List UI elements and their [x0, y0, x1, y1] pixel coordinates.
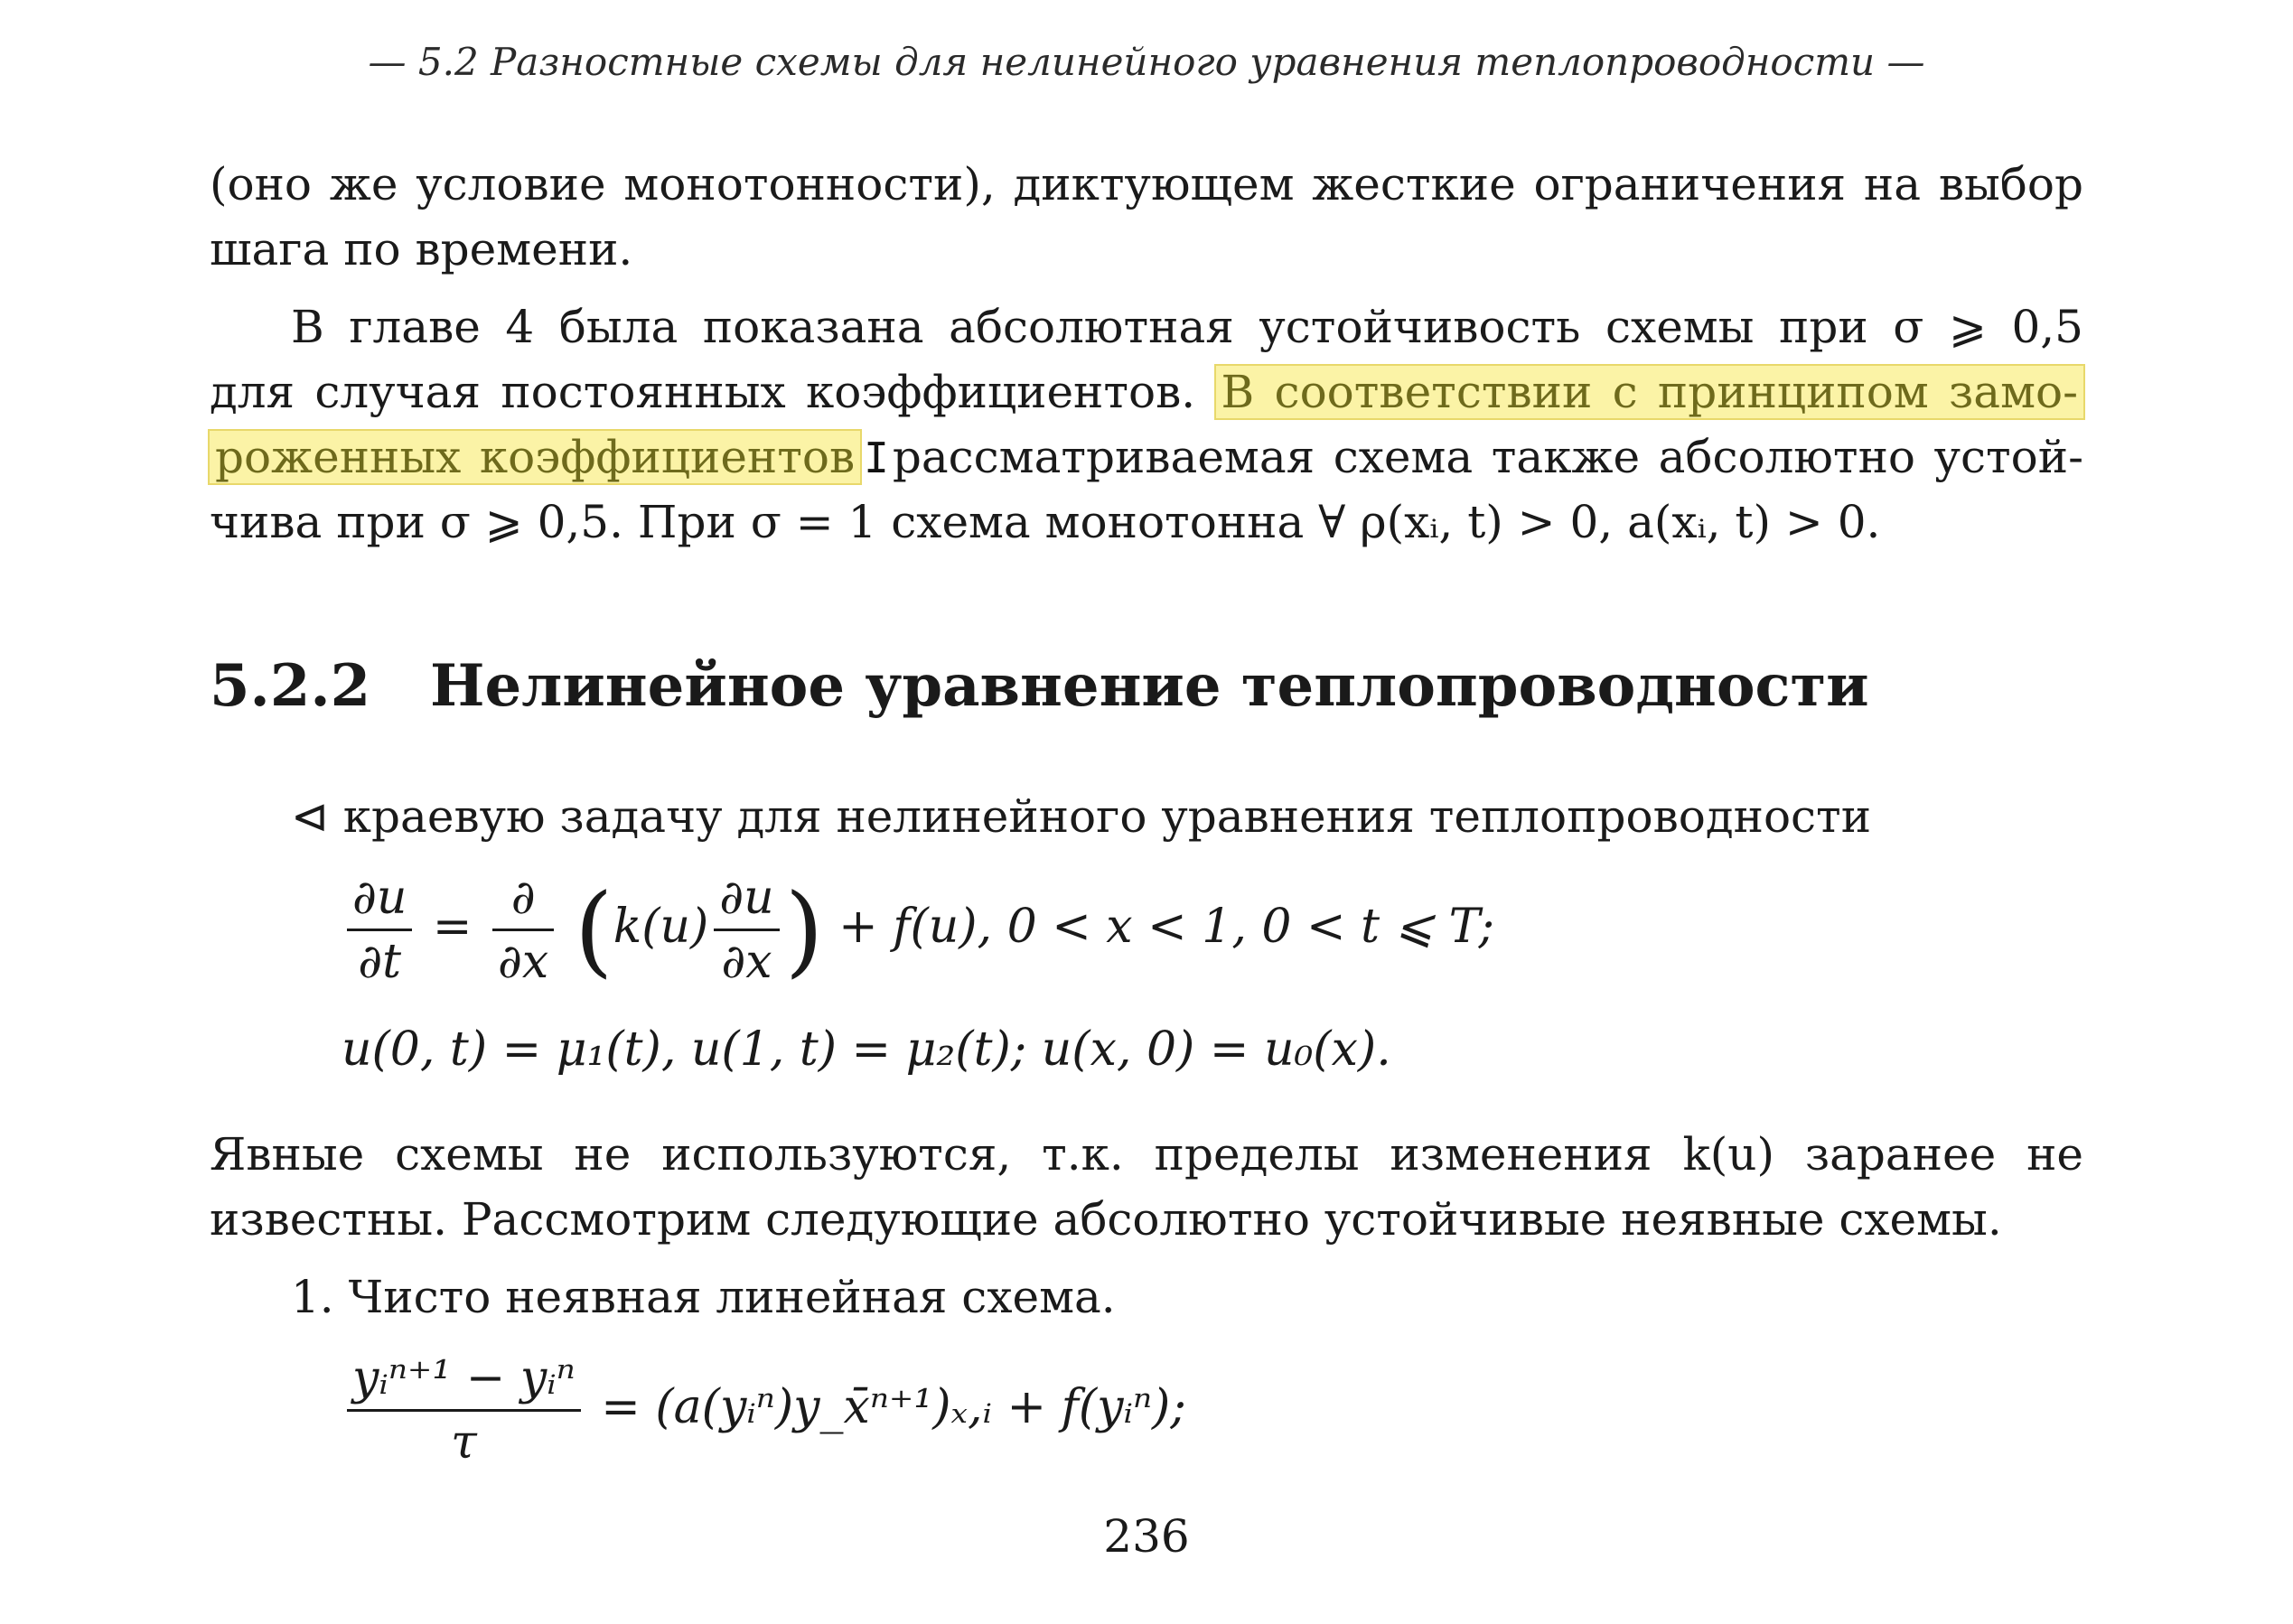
paragraph-line: Явные схемы не используются, т.к. пределы изменения k(u) заранее не: [210, 1128, 2083, 1181]
page-number: 236: [1103, 1510, 1190, 1563]
equation-boundary: u(0, t) = μ₁(t), u(1, t) = μ₂(t); u(x, 0) = u₀(x).: [342, 1022, 1391, 1077]
equation-tail: + f(u), 0 < x < 1, 0 < t ⩽ T;: [838, 900, 1494, 954]
denominator: ∂x: [492, 929, 554, 989]
denominator: ∂t: [347, 929, 412, 989]
text-span: рассматриваемая схема также абсолютно устой-: [892, 431, 2083, 483]
list-item: 1. Чисто неявная линейная схема.: [291, 1271, 1116, 1323]
paragraph-line: [210, 359, 2083, 425]
section-number: 5.2.2: [210, 652, 371, 720]
fraction: [714, 871, 779, 989]
text-span: для случая постоянных коэффициентов.: [210, 366, 1216, 418]
paragraph-line: В главе 4 была показана абсолютная устойчивость схемы при σ ⩾ 0,5: [291, 301, 2083, 353]
equation-scheme: [342, 1351, 1186, 1470]
highlighted-text[interactable]: В соответствии с принципом замо-: [1216, 366, 2084, 418]
text-cursor-icon: I: [864, 434, 889, 482]
left-paren: (: [574, 872, 613, 988]
coefficient: k(u): [613, 900, 709, 954]
fraction: [492, 871, 554, 989]
paragraph-line: известны. Рассмотрим следующие абсолютно устойчивые неявные схемы.: [210, 1193, 2002, 1246]
running-head: — 5.2 Разностные схемы для нелинейного уравнения теплопроводности —: [368, 40, 1925, 84]
fraction: [347, 871, 412, 989]
equation-rhs: = (a(yᵢⁿ)y_x̄ⁿ⁺¹)ₓ,ᵢ + f(yᵢⁿ);: [601, 1380, 1186, 1434]
equation-pde: [342, 871, 1494, 989]
paragraph-line: шага по времени.: [210, 223, 633, 275]
paragraph-line: чива при σ ⩾ 0,5. При σ = 1 схема монотонна ∀ ρ(xᵢ, t) > 0, a(xᵢ, t) > 0.: [210, 496, 1881, 548]
denominator: τ: [347, 1409, 581, 1470]
equals-sign: =: [432, 900, 473, 954]
intro-line: ⊲ краевую задачу для нелинейного уравнения теплопроводности: [291, 790, 1872, 843]
numerator: ∂u: [352, 871, 407, 925]
fraction: [347, 1351, 581, 1470]
right-paren: ): [784, 872, 824, 988]
section-title: Нелинейное уравнение теплопроводности: [430, 652, 1869, 720]
section-heading: [210, 652, 1869, 720]
highlighted-text[interactable]: роженных коэффициентов: [210, 431, 860, 483]
numerator: yᵢⁿ⁺¹ − yᵢⁿ: [352, 1351, 576, 1405]
numerator: ∂u: [719, 871, 774, 925]
paragraph-line: [210, 425, 2083, 490]
paragraph-line: (оно же условие монотонности), диктующем жесткие ограничения на выбор: [210, 158, 2083, 210]
denominator: ∂x: [714, 929, 779, 989]
numerator: ∂: [510, 871, 536, 925]
